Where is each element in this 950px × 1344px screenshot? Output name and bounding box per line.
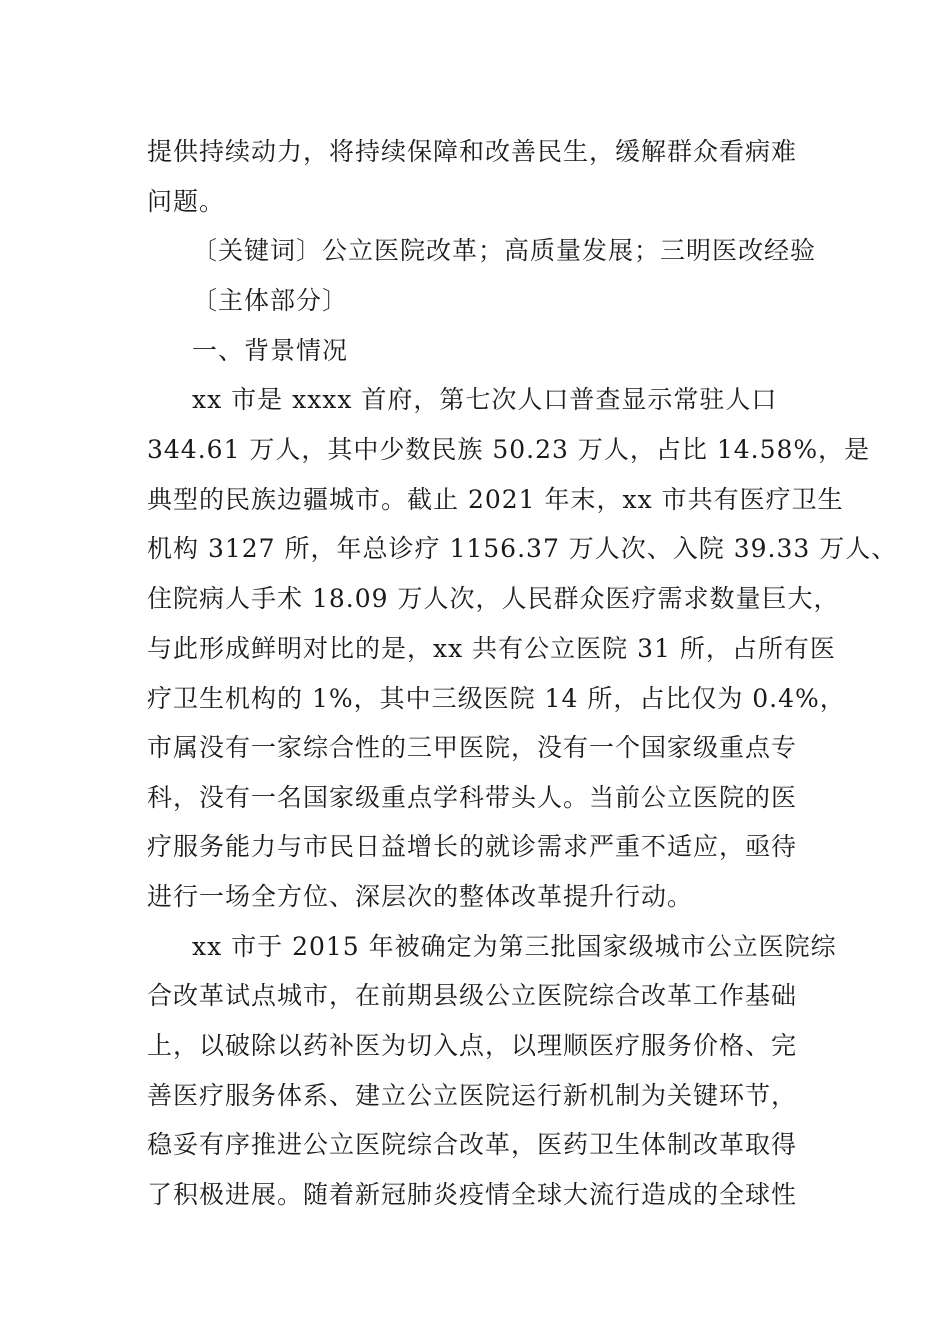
paragraph-line: 市属没有一家综合性的三甲医院，没有一个国家级重点专 bbox=[147, 733, 798, 762]
section-label: 〔主体部分〕 bbox=[192, 286, 349, 315]
section-heading: 一、背景情况 bbox=[192, 336, 349, 365]
paragraph-line: 疗卫生机构的 1%，其中三级医院 14 所，占比仅为 0.4%， bbox=[147, 684, 846, 713]
paragraph-line: 了积极进展。随着新冠肺炎疫情全球大流行造成的全球性 bbox=[147, 1180, 798, 1209]
paragraph-line: 科，没有一名国家级重点学科带头人。当前公立医院的医 bbox=[147, 783, 798, 812]
text-line: 提供持续动力，将持续保障和改善民生，缓解群众看病难 bbox=[147, 137, 798, 166]
paragraph-line: xx 市是 xxxx 首府，第七次人口普查显示常驻人口 bbox=[192, 385, 778, 414]
paragraph-line: 进行一场全方位、深层次的整体改革提升行动。 bbox=[147, 882, 694, 911]
paragraph-line: 机构 3127 所，年总诊疗 1156.37 万人次、入院 39.33 万人、 bbox=[147, 534, 898, 563]
paragraph-line: 稳妥有序推进公立医院综合改革，医药卫生体制改革取得 bbox=[147, 1130, 798, 1159]
paragraph-line: xx 市于 2015 年被确定为第三批国家级城市公立医院综 bbox=[192, 932, 837, 961]
paragraph-line: 典型的民族边疆城市。截止 2021 年末，xx 市共有医疗卫生 bbox=[147, 485, 844, 514]
paragraph-line: 合改革试点城市，在前期县级公立医院综合改革工作基础 bbox=[147, 981, 798, 1010]
paragraph-line: 善医疗服务体系、建立公立医院运行新机制为关键环节， bbox=[147, 1081, 798, 1110]
paragraph-line: 344.61 万人，其中少数民族 50.23 万人，占比 14.58%，是 bbox=[147, 435, 871, 464]
text-line: 问题。 bbox=[147, 187, 226, 216]
paragraph-line: 疗服务能力与市民日益增长的就诊需求严重不适应，亟待 bbox=[147, 832, 798, 861]
keywords-line: 〔关键词〕公立医院改革；高质量发展；三明医改经验 bbox=[192, 236, 817, 265]
paragraph-line: 上，以破除以药补医为切入点，以理顺医疗服务价格、完 bbox=[147, 1031, 798, 1060]
paragraph-line: 与此形成鲜明对比的是，xx 共有公立医院 31 所，占所有医 bbox=[147, 634, 836, 663]
paragraph-line: 住院病人手术 18.09 万人次，人民群众医疗需求数量巨大， bbox=[147, 584, 840, 613]
